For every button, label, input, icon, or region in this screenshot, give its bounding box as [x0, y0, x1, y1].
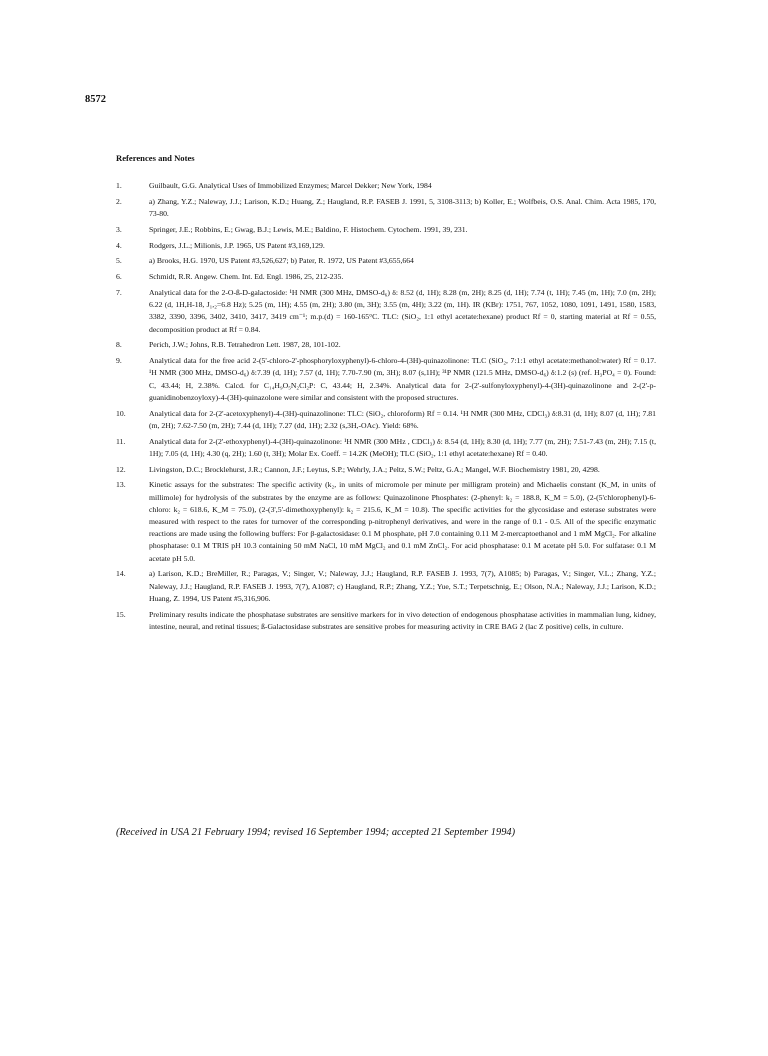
reference-number: 15.: [116, 609, 126, 619]
reference-item: [116, 568, 656, 605]
received-note: (Received in USA 21 February 1994; revised 16 September 1994; accepted 21 September 1994): [116, 827, 516, 838]
reference-item: [116, 180, 656, 192]
reference-number: 5.: [116, 256, 122, 266]
reference-number: 1.: [116, 181, 122, 190]
reference-text: Livingston, D.C.; Brocklehurst, J.R.; Cannon, J.F.; Leytus, S.P.; Wehrly, J.A.; Peltz, S.W.; Peltz, G.A.; Mangel, W.F. Biochemistry 1981, 20, 4298.: [149, 464, 600, 474]
reference-item: [116, 436, 656, 460]
reference-text: Springer, J.E.; Robbins, E.; Gwag, B.J.; Lewis, M.E.; Baldino, F. Histochem. Cytochem. 1991, 39, 231.: [149, 224, 468, 234]
reference-item: [116, 609, 656, 633]
reference-item: [116, 355, 656, 404]
reference-number: 4.: [116, 240, 122, 250]
reference-number: 2.: [116, 196, 122, 206]
reference-text: Preliminary results indicate the phosphatase substrates are sensitive markers for in vivo detection of endogenous phosphatase activities in mammalian lung, kidney, intestine, neural, and retinal tissues; ß-Galactosidase substrates are sensitive probes for measuring activity in CRE BAG 2 (lac Z positive) cells, in culture.: [149, 609, 656, 631]
page-number: 8572: [85, 94, 106, 105]
reference-number: 13.: [116, 480, 126, 490]
reference-item: [116, 224, 656, 236]
reference-item: [116, 464, 656, 476]
reference-text: Rodgers, J.L.; Milionis, J.P. 1965, US Patent #3,169,129.: [149, 240, 325, 250]
reference-text: Kinetic assays for the substrates: The specific activity (k₂, in units of micromole per minute per milligram protein) and Michaelis constant (K_M, in units of millimole) for hydrolysis of the substrates by the enzyme are as follows: Quinazolinone Phosphates: (2-phenyl: k₂ = 188.8, K_M = 5.0), (2-(5'chlorophenyl)-6-chloro: k₂ = 618.6, K_M = 75.0), (2-(3',5'-dimethoxyphenyl): k₂ = 215.6, K_M = 10.8). The specific activities for the glycosidase and esterase substrates were measured with respect to the rates for turnover of the corresponding p-nitrophenyl derivatives, and were in the range of 0.1 - 0.5. All of the specific enzymatic reactions are made using the following buffers: For β-galactosidase: 0.1 M phosphate, pH 7.0 containing 0.11 M 2-mercaptoethanol and 1 mM MgCl₂. For alkaline phosphatase: 0.1 M TRIS pH 10.3 containing 50 mM NaCl, 10 mM MgCl₂ and 0.1 mM ZnCl₂. For acid phosphatase: 0.1 M acetate pH 5.0. For sulfatase: 0.1 M acetate pH 5.0.: [149, 480, 656, 563]
reference-item: [116, 271, 656, 283]
reference-text: a) Brooks, H.G. 1970, US Patent #3,526,627; b) Pater, R. 1972, US Patent #3,655,664: [149, 256, 414, 266]
reference-text: Analytical data for the 2-O-ß-D-galactoside: ¹H NMR (300 MHz, DMSO-d₆) δ: 8.52 (d, 1H); 8.28 (m, 2H); 8.25 (d, 1H); 7.74 (t, 1H); 7.45 (m, 1H); 7.0 (m, 2H); 6.22 (d, 1H,H-18, J₁,₂=6.8 Hz); 5.25 (m, 1H); 4.55 (m, 2H); 3.80 (m, 3H); 3.55 (m, 4H); 3.22 (m, 1H). IR (KBr): 1751, 767, 1052, 1080, 1091, 1491, 1580, 1583, 3382, 3390, 3396, 3402, 3410, 3417, 3419 cm⁻¹; m.p.(d) = 160-165°C. TLC: (SiO₂, 1:1 ethyl acetate:hexane) product Rf = 0, starting material at Rf = 0.55, decomposition product at Rf = 0.84.: [149, 287, 656, 334]
reference-item: [116, 240, 656, 252]
reference-text: Analytical data for the free acid 2-(5'-chloro-2'-phosphoryloxyphenyl)-6-chloro-4-(3H)-quinazolinone: TLC (SiO₂, 7:1:1 ethyl acetate:methanol:water) Rf = 0.17. ¹H NMR (300 MHz, DMSO-d₆) δ:7.39 (d, 1H); 7.57 (d, 1H); 7.70-7.90 (m, 3H); 8.07 (s,1H); ³¹P NMR (121.5 MHz, DMSO-d₆) δ:1.2 (s) (ref. H₃PO₄ = 0). Found: C, 43.44; H, 2.38%. Calcd. for C₁₄H₉O₅N₂Cl₂P: C, 43.44; H, 2.34%. Analytical data for 2-(2'-sulfonyloxyphenyl)-4-(3H)-quinazolinone and 2-(2'-p-guanidinobenzoyloxy)-4-(3H)-quinazolone were similar and consistent with the proposed structures.: [149, 356, 656, 402]
reference-number: 8.: [116, 340, 122, 350]
references-list: [116, 180, 656, 637]
references-heading: References and Notes: [116, 153, 195, 163]
reference-text: Perich, J.W.; Johns, R.B. Tetrahedron Lett. 1987, 28, 101-102.: [149, 340, 341, 350]
reference-number: 11.: [116, 436, 126, 446]
reference-text: Schmidt, R.R. Angew. Chem. Int. Ed. Engl. 1986, 25, 212-235.: [149, 272, 344, 282]
reference-number: 12.: [116, 464, 126, 474]
reference-item: [116, 479, 656, 564]
reference-item: [116, 196, 656, 220]
reference-text: Analytical data for 2-(2'-acetoxyphenyl)-4-(3H)-quinazolinone: TLC: (SiO₂, chloroform) Rf = 0.14. ¹H NMR (300 MHz, CDCl₃) δ:8.31 (d, 1H); 8.07 (d, 1H); 7.81 (m, 2H); 7.62-7.50 (m, 2H); 7.44 (d, 1H); 7.27 (dd, 1H); 2.32 (s,3H,-OAc). Yield: 68%.: [149, 408, 656, 430]
reference-number: 6.: [116, 272, 122, 282]
reference-text: Analytical data for 2-(2'-ethoxyphenyl)-4-(3H)-quinazolinone: ¹H NMR (300 MHz , CDCl₃) δ: 8.54 (d, 1H); 8.30 (d, 1H); 7.77 (m, 2H); 7.51-7.43 (m, 2H); 7.15 (t, 1H); 7.05 (d, 1H); 4.30 (q, 2H); 1.60 (t, 3H); Molar Ex. Coeff. = 14.2K (MeOH); TLC (SiO₂, 1:1 ethyl acetate:hexane) Rf = 0.40.: [149, 436, 656, 458]
reference-number: 9.: [116, 356, 122, 366]
reference-item: [116, 339, 656, 351]
reference-number: 3.: [116, 224, 122, 234]
reference-number: 7.: [116, 287, 122, 297]
reference-number: 10.: [116, 408, 126, 418]
reference-number: 14.: [116, 569, 126, 579]
reference-item: [116, 255, 656, 267]
reference-item: [116, 408, 656, 432]
reference-text: a) Zhang, Y.Z.; Naleway, J.J.; Larison, K.D.; Huang, Z.; Haugland, R.P. FASEB J. 1991, 5, 3108-3113; b) Koller, E.; Wolfbeis, O.S. Anal. Chim. Acta 1985, 170, 73-80.: [149, 196, 656, 218]
reference-item: [116, 287, 656, 336]
reference-text: Guilbault, G.G. Analytical Uses of Immobilized Enzymes; Marcel Dekker; New York, 1984: [149, 181, 432, 190]
reference-text: a) Larison, K.D.; BreMiller, R.; Paragas, V.; Singer, V.; Naleway, J.J.; Haugland, R.P. FASEB J. 1993, 7(7), A1085; b) Paragas, V.; Singer, V.L.; Zhang, Y.Z.; Naleway, J.J.; Haugland, R.P. FASEB J. 1993, 7(7), A1087; c) Haugland, R.P.; Zhang, Y.Z.; Yue, S.T.; Terpetschnig, E.; Olson, N.A.; Naleway, J.J.; Larison, K.D.; Huang, Z. 1994, US Patent #5,316,906.: [149, 569, 656, 603]
